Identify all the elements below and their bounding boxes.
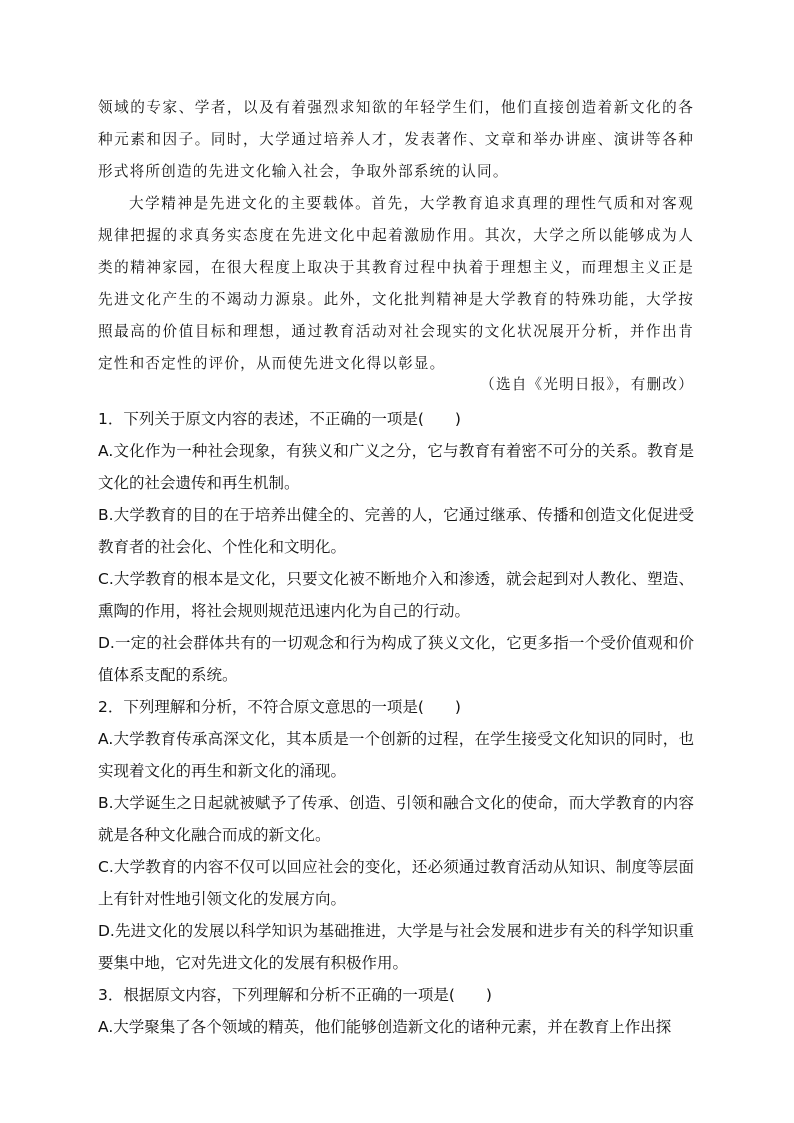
- question-3: [98, 979, 694, 1043]
- reading-passage: [98, 92, 694, 380]
- passage-source: （选自《光明日报》，有删改）: [480, 376, 694, 393]
- question-stem: 2．下列理解和分析，不符合原文意思的一项是( ): [98, 698, 461, 716]
- option-a: A.文化作为一种社会现象，有狭义和广义之分，它与教育有着密不可分的关系。教育是文化的社会遗传和再生机制。: [98, 442, 694, 492]
- question-list: [98, 403, 694, 1043]
- option-b: B.大学诞生之日起就被赋予了传承、创造、引领和融合文化的使命，而大学教育的内容就是各种文化融合而成的新文化。: [98, 794, 694, 844]
- question-stem: 1．下列关于原文内容的表述，不正确的一项是( ): [98, 410, 461, 428]
- passage-paragraph-1: 领域的专家、学者，以及有着强烈求知欲的年轻学生们，他们直接创造着新文化的各种元素和因子。同时，大学通过培养人才，发表著作、文章和举办讲座、演讲等各种形式将所创造的先进文化输入社会，争取外部系统的认同。: [98, 99, 694, 180]
- passage-paragraph-2: 大学精神是先进文化的主要载体。首先，大学教育追求真理的理性气质和对客观规律把握的求真务实态度在先进文化中起着激励作用。其次，大学之所以能够成为人类的精神家园，在很大程度上取决于其教育过程中执着于理想主义，而理想主义正是先进文化产生的不竭动力源泉。此外，文化批判精神是大学教育的特殊功能，大学按照最高的价值目标和理想，通过教育活动对社会现实的文化状况展开分析，并作出肯定性和否定性的评价，从而使先进文化得以彰显。: [98, 195, 694, 372]
- question-1: [98, 403, 694, 691]
- option-b: B.大学教育的目的在于培养出健全的、完善的人，它通过继承、传播和创造文化促进受教育者的社会化、个性化和文明化。: [98, 506, 694, 556]
- option-c: C.大学教育的内容不仅可以回应社会的变化，还必须通过教育活动从知识、制度等层面上有针对性地引领文化的发展方向。: [98, 858, 694, 908]
- option-d: D.先进文化的发展以科学知识为基础推进，大学是与社会发展和进步有关的科学知识重要集中地，它对先进文化的发展有积极作用。: [98, 922, 694, 972]
- option-c: C.大学教育的根本是文化，只要文化被不断地介入和渗透，就会起到对人教化、塑造、熏陶的作用，将社会规则规范迅速内化为自己的行动。: [98, 570, 694, 620]
- option-a: A.大学教育传承高深文化，其本质是一个创新的过程，在学生接受文化知识的同时，也实现着文化的再生和新文化的涌现。: [98, 730, 694, 780]
- option-a: A.大学聚集了各个领域的精英，他们能够创造新文化的诸种元素，并在教育上作出探: [98, 1018, 672, 1036]
- question-2: [98, 691, 694, 979]
- option-d: D.一定的社会群体共有的一切观念和行为构成了狭义文化，它更多指一个受价值观和价值体系支配的系统。: [98, 634, 694, 684]
- question-stem: 3．根据原文内容，下列理解和分析不正确的一项是( ): [98, 986, 492, 1004]
